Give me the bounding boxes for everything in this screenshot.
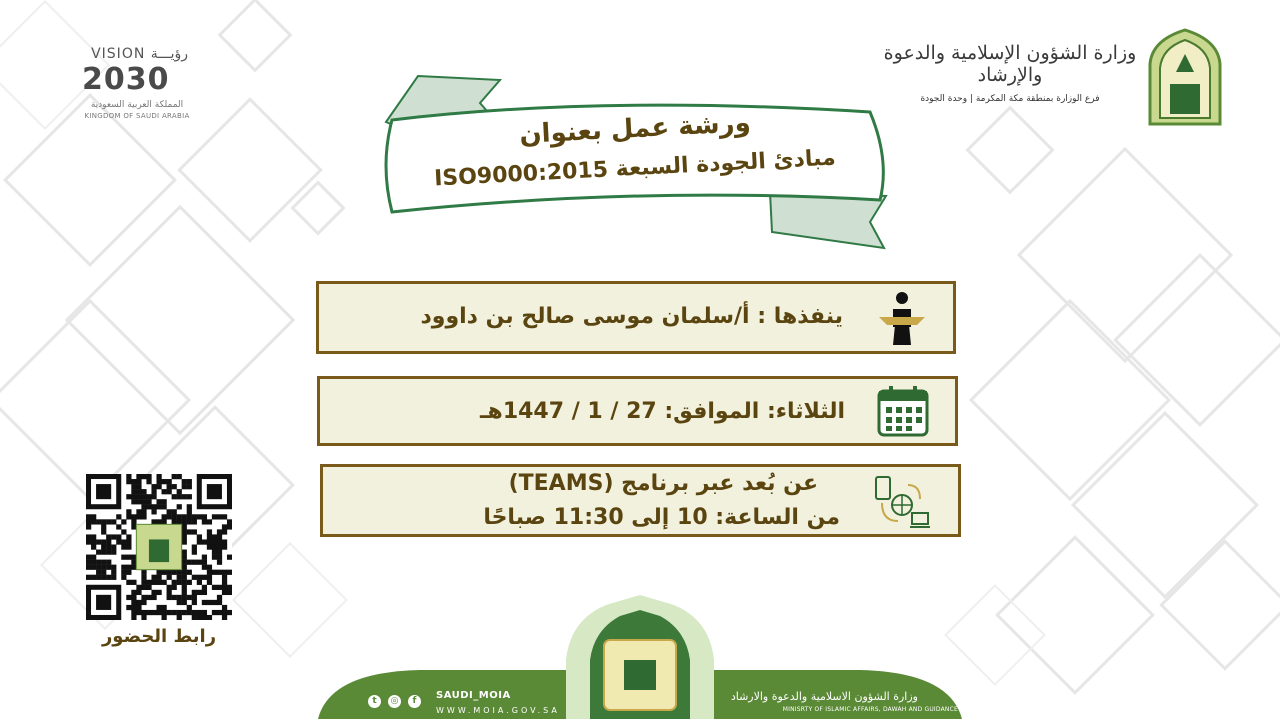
- online-box: [320, 464, 961, 537]
- vision-country-en: KINGDOM OF SAUDI ARABIA: [84, 112, 190, 120]
- ministry-header: [880, 42, 1140, 104]
- ministry-branch: فرع الوزارة بمنطقة مكة المكرمة | وحدة الجودة: [920, 94, 1100, 104]
- twitter-icon[interactable]: t: [368, 695, 381, 708]
- presenter-icon: [877, 289, 927, 347]
- banner-subtitle: مبادئ الجودة السبعة ISO9000:2015: [433, 145, 837, 192]
- date-text: الثلاثاء: الموافق: 27 / 1 / 1447هـ: [480, 399, 845, 424]
- vision-title: VISION رؤيـــة: [91, 46, 188, 62]
- qr-code[interactable]: [86, 474, 232, 620]
- presenter-box: [316, 281, 956, 354]
- vision-year: 2030: [82, 62, 170, 97]
- presenter-text: ينفذها : أ/سلمان موسى صالح بن داوود: [420, 304, 843, 329]
- online-meeting-icon: [872, 473, 932, 533]
- instagram-icon[interactable]: ◎: [388, 695, 401, 708]
- vision-2030-logo: [80, 44, 200, 124]
- facebook-icon[interactable]: f: [408, 695, 421, 708]
- footer-ministry-en: MINISRTY OF ISLAMIC AFFAIRS, DAWAH AND GUIDANCE: [782, 706, 958, 713]
- footer-website[interactable]: WWW.MOIA.GOV.SA: [436, 706, 560, 715]
- ministry-name: وزارة الشؤون الإسلامية والدعوة والإرشاد: [883, 42, 1137, 86]
- calendar-icon: [877, 385, 929, 437]
- banner-title: ورشة عمل بعنوان: [518, 107, 752, 151]
- vision-country-ar: المملكة العربية السعودية: [90, 100, 184, 110]
- footer-ministry-ar: وزارة الشؤون الاسلامية والدعوة والارشاد: [730, 690, 918, 703]
- ministry-emblem-icon: [1146, 28, 1224, 128]
- time-text: من الساعة: 10 إلى 11:30 صباحًا: [483, 505, 840, 530]
- date-box: [317, 376, 958, 446]
- mode-text: عن بُعد عبر برنامج (TEAMS): [508, 471, 818, 496]
- qr-label: رابط الحضور: [101, 626, 217, 647]
- footer-handle[interactable]: SAUDI_MOIA: [436, 690, 511, 701]
